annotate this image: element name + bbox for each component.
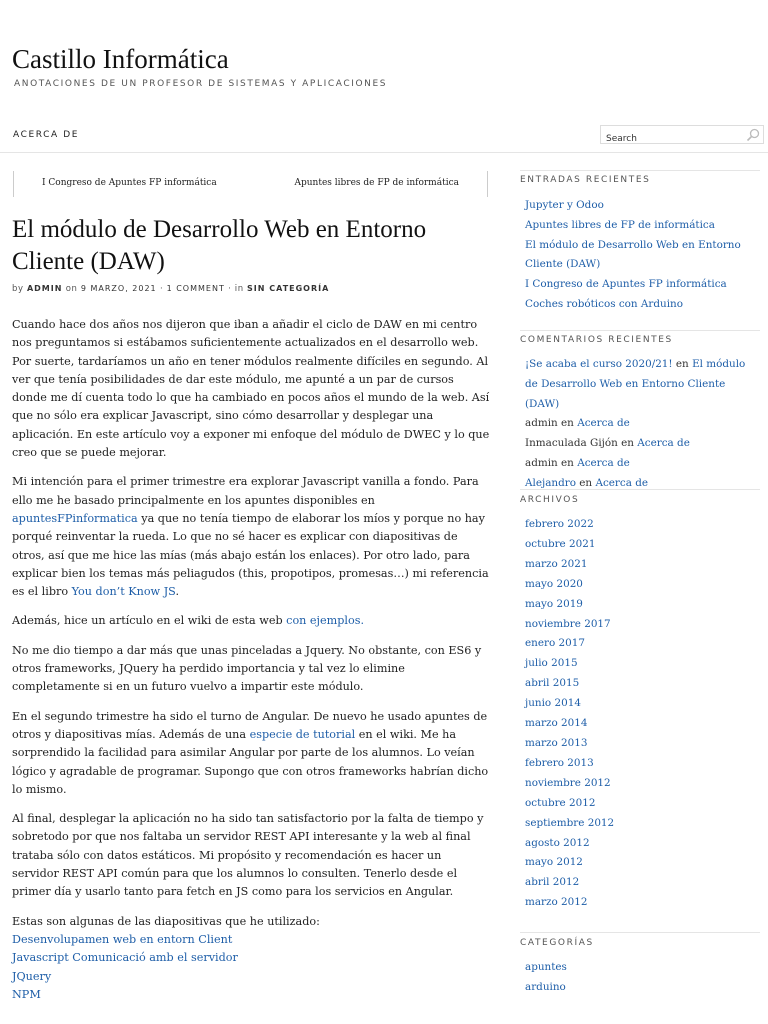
list-item (525, 575, 760, 595)
archives-list (525, 515, 760, 913)
list-item (525, 236, 760, 276)
site-description: ANOTACIONES DE UN PROFESOR DE SISTEMAS Y APLICACIONES (14, 79, 388, 89)
meta-separator: · (228, 284, 232, 294)
widget-divider (520, 330, 760, 331)
comment-post-link[interactable]: Acerca de (637, 437, 690, 450)
widget-divider (520, 489, 760, 490)
slide-link[interactable]: Desenvolupamen web en entorn Client (12, 932, 233, 946)
category-link[interactable]: arduino (525, 980, 566, 993)
archive-link[interactable]: mayo 2019 (525, 597, 583, 610)
text: en (561, 456, 574, 469)
header-divider (0, 152, 768, 153)
archive-link[interactable]: abril 2015 (525, 677, 580, 690)
slides-list (12, 913, 490, 1004)
archive-link[interactable]: febrero 2022 (525, 518, 594, 530)
archive-link[interactable]: mayo 2012 (525, 856, 583, 869)
list-item (525, 814, 760, 834)
tutorial-link[interactable]: especie de tutorial (249, 727, 356, 741)
list-item (525, 595, 760, 615)
archive-link[interactable]: marzo 2012 (525, 896, 588, 909)
meta-separator: · (159, 284, 164, 294)
list-item (525, 873, 760, 893)
post-title: El módulo de Desarrollo Web en Entorno Cliente (DAW) (12, 216, 427, 275)
list-item (525, 615, 760, 635)
post-paragraph: No me dio tiempo a dar más que unas pinceladas a Jquery. No obstante, con ES6 y otros frameworks, JQuery ha perdido importancia y tal vez lo elimine completamente si en un futuro vuelvo a impartir este módulo. (12, 643, 482, 694)
menu-item-about[interactable]: ACERCA DE (13, 130, 80, 140)
post-paragraph (12, 473, 490, 601)
post-content (12, 316, 490, 1004)
archive-link[interactable]: mayo 2020 (525, 577, 583, 590)
categories-title: CATEGORÍAS (520, 938, 594, 948)
list-item (525, 893, 760, 913)
slide-link[interactable]: NPM (12, 987, 41, 1001)
list-item (525, 295, 760, 315)
recent-post-link[interactable]: Jupyter y Odoo (525, 199, 604, 211)
slide-link[interactable]: Javascript Comunicació amb el servidor (12, 951, 238, 965)
list-item (525, 754, 760, 774)
recent-comments-list (525, 355, 760, 494)
list-item (525, 555, 760, 575)
slides-intro: Estas son algunas de las diapositivas que he utilizado: (12, 914, 320, 928)
archive-link[interactable]: abril 2012 (525, 876, 580, 889)
list-item (525, 515, 760, 535)
widget-divider (520, 932, 760, 933)
list-item (525, 275, 760, 295)
list-item (525, 794, 760, 814)
search-input[interactable] (601, 131, 736, 148)
list-item (525, 958, 760, 978)
meta-in: in (234, 284, 244, 294)
category-link[interactable]: apuntes (525, 961, 567, 973)
next-post-link[interactable]: Apuntes libres de FP de informática (294, 178, 459, 188)
comment-author-link[interactable]: ¡Se acaba el curso 2020/21! (525, 358, 673, 370)
slide-link[interactable]: JQuery (12, 969, 52, 983)
archive-link[interactable]: noviembre 2012 (525, 776, 611, 789)
archive-link[interactable]: octubre 2012 (525, 796, 596, 809)
archive-link[interactable]: julio 2015 (525, 657, 578, 670)
post-meta (12, 284, 329, 294)
list-item (525, 834, 760, 854)
list-item (525, 355, 760, 414)
post-author-link[interactable]: ADMIN (26, 284, 63, 293)
archive-link[interactable]: marzo 2013 (525, 736, 588, 749)
post-comments-link[interactable]: 1 COMMENT (166, 284, 225, 293)
recent-post-link[interactable]: Apuntes libres de FP de informática (525, 218, 715, 231)
list-item (525, 674, 760, 694)
comment-post-link[interactable]: Acerca de (595, 476, 648, 489)
list-item (525, 434, 760, 454)
widget-divider (520, 170, 760, 171)
comment-post-link[interactable]: El módulo de Desarrollo Web en Entorno Cliente (DAW) (525, 358, 746, 410)
list-item (525, 978, 760, 998)
text: en (675, 358, 689, 370)
recent-post-link[interactable]: El módulo de Desarrollo Web en Entorno Cliente (DAW) (525, 238, 741, 271)
list-item (525, 634, 760, 654)
comment-post-link[interactable]: Acerca de (577, 417, 630, 430)
archive-link[interactable]: noviembre 2017 (525, 617, 611, 630)
archive-link[interactable]: octubre 2021 (525, 537, 596, 550)
archive-link[interactable]: febrero 2013 (525, 756, 594, 769)
post-paragraph: Al final, desplegar la aplicación no ha sido tan satisfactorio por la falta de tiempo y sobretodo por que nos faltaba un servidor REST API interesante y la web al final trataba sólo con datos estáticos. Mi propósito y recomendación es hacer un servidor REST API común para que los alumnos lo consulten. Tenerlo desde el primer día y usarlo tanto para fetch en JS como para los servicios en Angular. (12, 812, 484, 899)
apuntes-fp-link[interactable]: apuntesFPinformatica (12, 511, 138, 525)
list-item (525, 853, 760, 873)
text: En el segundo trimestre ha sido el turno de Angular. De nuevo he usado apuntes de otros y diapositivas mías. Además de una (12, 709, 488, 741)
comment-post-link[interactable]: Acerca de (577, 456, 630, 469)
examples-link[interactable]: con ejemplos. (286, 614, 365, 628)
text: en (579, 476, 593, 489)
list-item (525, 474, 760, 494)
ydkjs-link[interactable]: You don’t Know JS (71, 585, 176, 599)
text: en (621, 437, 634, 450)
search-box (600, 125, 764, 144)
archive-link[interactable]: agosto 2012 (525, 836, 590, 849)
search-icon[interactable] (746, 128, 760, 142)
recent-comments-title: COMENTARIOS RECIENTES (520, 335, 673, 345)
text: . (175, 585, 180, 599)
list-item (525, 734, 760, 754)
list-item (525, 654, 760, 674)
meta-by: by (12, 284, 24, 294)
archive-link[interactable]: marzo 2021 (525, 557, 588, 570)
list-item (525, 216, 760, 236)
recent-post-link[interactable]: Coches robóticos con Arduino (525, 297, 683, 310)
recent-post-link[interactable]: I Congreso de Apuntes FP informática (525, 278, 727, 291)
site-title[interactable]: Castillo Informática (12, 44, 229, 74)
comment-author: admin (525, 417, 558, 430)
post-paragraph (12, 708, 490, 799)
post-category-link[interactable]: SIN CATEGORÍA (247, 284, 330, 293)
list-item (525, 714, 760, 734)
list-item (525, 694, 760, 714)
recent-posts-list (525, 196, 760, 315)
post-date[interactable]: 9 MARZO, 2021 (80, 284, 157, 293)
list-item (525, 196, 760, 216)
previous-post-link[interactable]: I Congreso de Apuntes FP informática (42, 178, 217, 188)
list-item (525, 414, 760, 434)
text: Además, hice un artículo en el wiki de esta web (12, 614, 287, 628)
archive-link[interactable]: marzo 2014 (525, 717, 588, 730)
post-paragraph (12, 612, 490, 630)
list-item (525, 774, 760, 794)
text: en (561, 417, 574, 430)
post-navigation (13, 171, 488, 197)
archive-link[interactable]: septiembre 2012 (525, 816, 615, 829)
meta-on: on (65, 284, 78, 294)
recent-posts-title: ENTRADAS RECIENTES (520, 175, 651, 185)
categories-list (525, 958, 760, 998)
list-item (525, 535, 760, 555)
comment-author: admin (525, 456, 558, 469)
comment-author: Inmaculada Gijón (525, 437, 618, 450)
archives-title: ARCHIVOS (520, 495, 580, 505)
archive-link[interactable]: enero 2017 (525, 637, 585, 650)
text: ya que no tenía tiempo de elaborar los míos y porque no hay porqué reinventar la rueda. Lo que no sé hacer es explicar con diapositivas de otros, así que me hice las mías (más abajo están los enlaces). Por otro lado, para explicar bien los temas más peliagudos (this, propotipos, promesas…) mi referencia es el libro (12, 511, 489, 599)
text: en el wiki. Me ha sorprendido la facilidad para asimilar Angular por parte de los alumnos. Lo veían lógico y agradable de programar. Supongo que con otros frameworks habrían dicho lo mismo. (12, 727, 489, 796)
comment-author-link[interactable]: Alejandro (525, 476, 576, 489)
post-paragraph: Cuando hace dos años nos dijeron que iban a añadir el ciclo de DAW en mi centro nos preguntamos si estábamos suficientemente actualizados en el desarrollo web. Por suerte, tardaríamos un año en tener módulos realmente difíciles en segundo. Al ver que tenía posibilidades de dar este módulo, me apunté a un par de cursos donde me dí cuenta todo lo que ha cambiado en pocos años el mundo de la web. Así que no sólo era explicar Javascript, sino cómo desarrollar y desplegar una aplicación. En este artículo voy a exponer mi enfoque del módulo de DWEC y lo que creo que se puede mejorar. (12, 318, 490, 460)
list-item (525, 454, 760, 474)
archive-link[interactable]: junio 2014 (525, 697, 581, 710)
text: Mi intención para el primer trimestre era explorar Javascript vanilla a fondo. Para ello me he basado principalmente en los apuntes disponibles en (12, 475, 479, 507)
